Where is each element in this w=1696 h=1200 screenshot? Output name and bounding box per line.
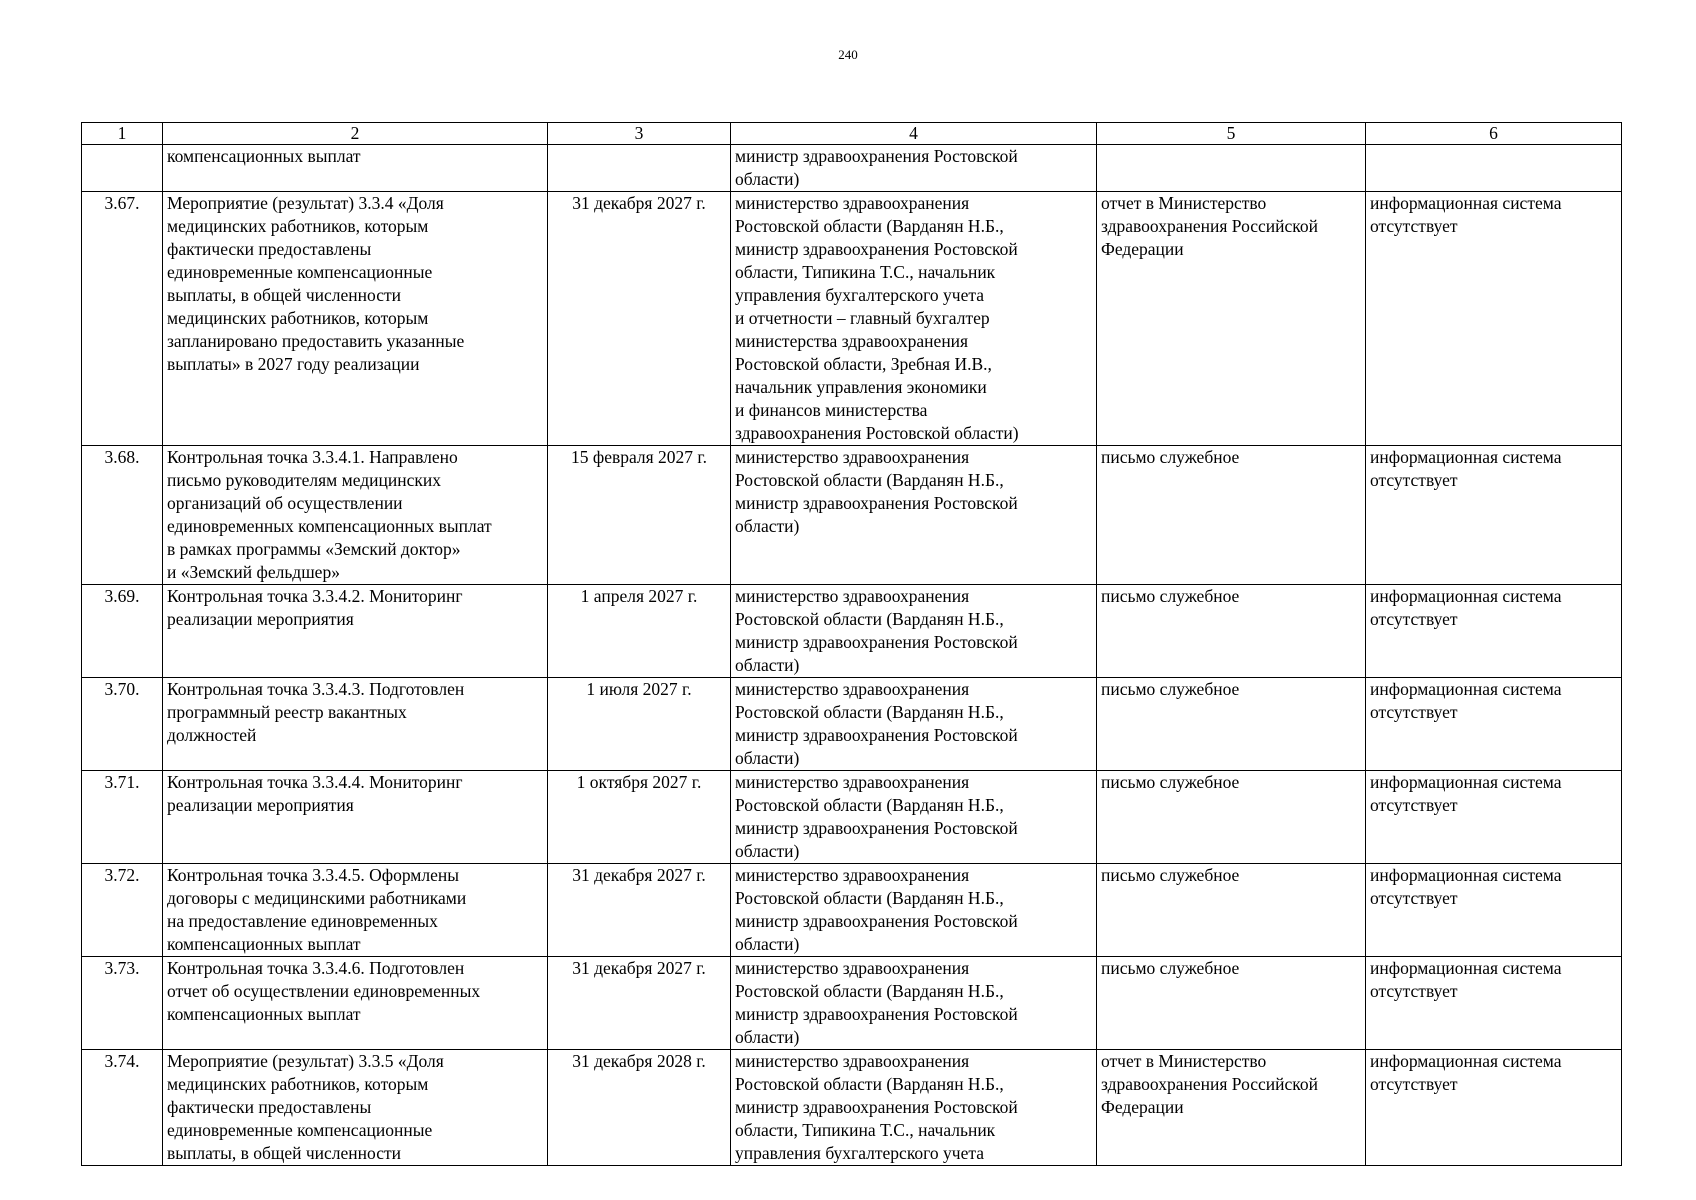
deadline: 31 декабря 2027 г. xyxy=(548,957,731,1050)
row-number: 3.71. xyxy=(82,771,163,864)
plan-table xyxy=(81,122,1622,1166)
document-type: письмо служебное xyxy=(1097,678,1366,771)
responsible: министерство здравоохранения Ростовской области (Варданян Н.Б., министр здравоохранения Ростовской области) xyxy=(731,957,1097,1050)
information-system: информационная система отсутствует xyxy=(1366,771,1622,864)
responsible: министр здравоохранения Ростовской области) xyxy=(731,145,1097,192)
deadline xyxy=(548,145,731,192)
document-type: отчет в Министерство здравоохранения Российской Федерации xyxy=(1097,1050,1366,1166)
responsible: министерство здравоохранения Ростовской области (Варданян Н.Б., министр здравоохранения Ростовской области) xyxy=(731,771,1097,864)
document-type: письмо служебное xyxy=(1097,864,1366,957)
deadline: 1 июля 2027 г. xyxy=(548,678,731,771)
table-row xyxy=(82,678,1622,771)
event-name: Мероприятие (результат) 3.3.5 «Доля медицинских работников, которым фактически предоставлены единовременные компенсационные выплаты, в общей численности xyxy=(163,1050,548,1166)
event-name: компенсационных выплат xyxy=(163,145,548,192)
responsible: министерство здравоохранения Ростовской области (Варданян Н.Б., министр здравоохранения Ростовской области) xyxy=(731,864,1097,957)
responsible: министерство здравоохранения Ростовской области (Варданян Н.Б., министр здравоохранения Ростовской области) xyxy=(731,678,1097,771)
row-number: 3.69. xyxy=(82,585,163,678)
document-type xyxy=(1097,145,1366,192)
table-row xyxy=(82,192,1622,446)
row-number: 3.72. xyxy=(82,864,163,957)
information-system: информационная система отсутствует xyxy=(1366,678,1622,771)
responsible: министерство здравоохранения Ростовской области (Варданян Н.Б., министр здравоохранения Ростовской области, Типикина Т.С., начальник управления бухгалтерского учета xyxy=(731,1050,1097,1166)
table-row xyxy=(82,771,1622,864)
table-row xyxy=(82,145,1622,192)
deadline: 31 декабря 2027 г. xyxy=(548,192,731,446)
deadline: 1 октября 2027 г. xyxy=(548,771,731,864)
document-type: письмо служебное xyxy=(1097,446,1366,585)
page-number: 240 xyxy=(838,47,858,62)
information-system: информационная система отсутствует xyxy=(1366,864,1622,957)
information-system: информационная система отсутствует xyxy=(1366,446,1622,585)
event-name: Контрольная точка 3.3.4.6. Подготовлен отчет об осуществлении единовременных компенсационных выплат xyxy=(163,957,548,1050)
document-type: письмо служебное xyxy=(1097,957,1366,1050)
table-row xyxy=(82,446,1622,585)
responsible: министерство здравоохранения Ростовской области (Варданян Н.Б., министр здравоохранения Ростовской области, Типикина Т.С., начальник управления бухгалтерского учета и отчетности – главный бухгалтер министерства здравоохранения Ростовской области, Зребная И.В., начальник управления экономики и финансов министерства здравоохранения Ростовской области) xyxy=(731,192,1097,446)
column-header-6: 6 xyxy=(1366,123,1622,145)
row-number: 3.68. xyxy=(82,446,163,585)
document-type: письмо служебное xyxy=(1097,771,1366,864)
event-name: Контрольная точка 3.3.4.2. Мониторинг реализации мероприятия xyxy=(163,585,548,678)
row-number: 3.70. xyxy=(82,678,163,771)
row-number xyxy=(82,145,163,192)
column-header-4: 4 xyxy=(731,123,1097,145)
information-system xyxy=(1366,145,1622,192)
responsible: министерство здравоохранения Ростовской области (Варданян Н.Б., министр здравоохранения Ростовской области) xyxy=(731,446,1097,585)
information-system: информационная система отсутствует xyxy=(1366,957,1622,1050)
event-name: Контрольная точка 3.3.4.1. Направлено письмо руководителям медицинских организаций об осуществлении единовременных компенсационных выплат в рамках программы «Земский доктор» и «Земский фельдшер» xyxy=(163,446,548,585)
deadline: 15 февраля 2027 г. xyxy=(548,446,731,585)
event-name: Контрольная точка 3.3.4.5. Оформлены договоры с медицинскими работниками на предоставление единовременных компенсационных выплат xyxy=(163,864,548,957)
event-name: Мероприятие (результат) 3.3.4 «Доля медицинских работников, которым фактически предоставлены единовременные компенсационные выплаты, в общей численности медицинских работников, которым запланировано предоставить указанные выплаты» в 2027 году реализации xyxy=(163,192,548,446)
row-number: 3.74. xyxy=(82,1050,163,1166)
table-row xyxy=(82,585,1622,678)
deadline: 1 апреля 2027 г. xyxy=(548,585,731,678)
column-header-3: 3 xyxy=(548,123,731,145)
column-header-5: 5 xyxy=(1097,123,1366,145)
document-type: отчет в Министерство здравоохранения Российской Федерации xyxy=(1097,192,1366,446)
column-header-2: 2 xyxy=(163,123,548,145)
row-number: 3.67. xyxy=(82,192,163,446)
responsible: министерство здравоохранения Ростовской области (Варданян Н.Б., министр здравоохранения Ростовской области) xyxy=(731,585,1097,678)
deadline: 31 декабря 2028 г. xyxy=(548,1050,731,1166)
information-system: информационная система отсутствует xyxy=(1366,585,1622,678)
information-system: информационная система отсутствует xyxy=(1366,1050,1622,1166)
event-name: Контрольная точка 3.3.4.4. Мониторинг реализации мероприятия xyxy=(163,771,548,864)
table-row xyxy=(82,864,1622,957)
table-row xyxy=(82,957,1622,1050)
table-row xyxy=(82,1050,1622,1166)
information-system: информационная система отсутствует xyxy=(1366,192,1622,446)
event-name: Контрольная точка 3.3.4.3. Подготовлен программный реестр вакантных должностей xyxy=(163,678,548,771)
row-number: 3.73. xyxy=(82,957,163,1050)
header-row xyxy=(82,123,1622,145)
document-type: письмо служебное xyxy=(1097,585,1366,678)
deadline: 31 декабря 2027 г. xyxy=(548,864,731,957)
column-header-1: 1 xyxy=(82,123,163,145)
